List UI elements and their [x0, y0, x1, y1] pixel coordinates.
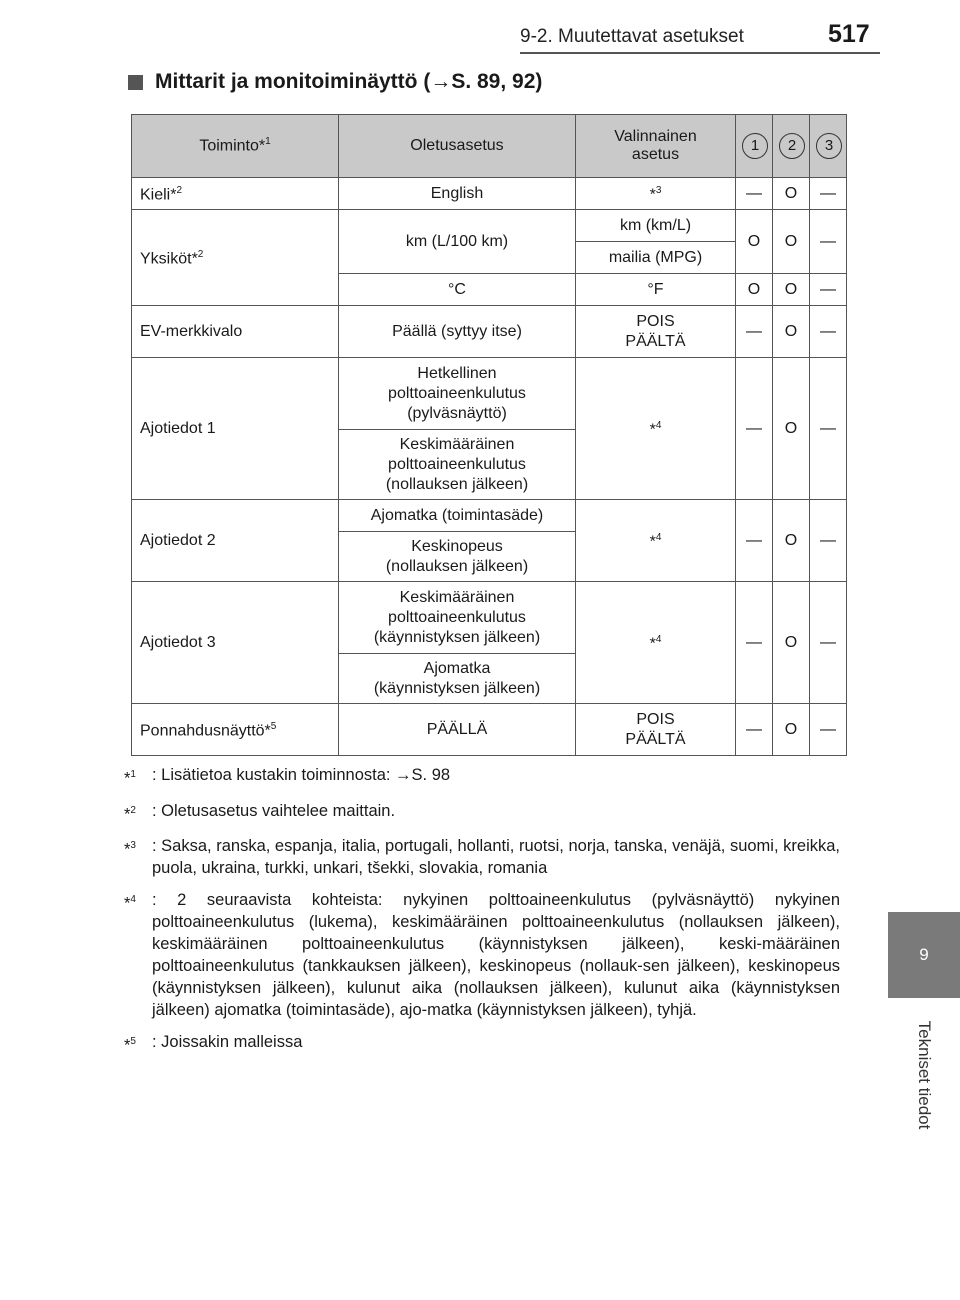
- footnote: *$^1$ : Lisätietoa kustakin toiminnosta: →S. 98: [124, 766, 451, 788]
- footnote: *$^3$ : Saksa, ranska, espanja, italia, portugali, hollanti, ruotsi, norja, tanska, venäjä, suomi, kreikka, puola, ukraina, turkki, unkari, tšekki, slovakia, romania: [124, 837, 840, 877]
- cell-optional: *$^3$: [576, 178, 736, 210]
- cell-default: Keskimääräinen polttoaineenkulutus (nollauksen jälkeen): [339, 430, 576, 500]
- cell-default: km (L/100 km): [339, 210, 576, 274]
- cell-mark-2: O: [773, 178, 810, 210]
- cell-mark-1: —: [736, 500, 773, 582]
- cell-optional: *$^4$: [576, 500, 736, 582]
- cell-mark-1: —: [736, 582, 773, 704]
- page-number: 517: [828, 20, 870, 48]
- cell-mark-3: —: [810, 704, 847, 756]
- header-col-1: [736, 115, 773, 178]
- cell-default: English: [339, 178, 576, 210]
- cell-default: Keskinopeus (nollauksen jälkeen): [339, 532, 576, 582]
- header-section-title: 9-2. Muutettavat asetukset: [520, 26, 744, 47]
- cell-mark-3: —: [810, 274, 847, 306]
- cell-function: Kieli*$^2$: [132, 178, 339, 210]
- cell-mark-3: —: [810, 582, 847, 704]
- table-row: [132, 210, 847, 242]
- cell-mark-2: O: [773, 704, 810, 756]
- cell-mark-1: —: [736, 704, 773, 756]
- header-function: Toiminto*$^1$: [132, 115, 339, 178]
- cell-optional: mailia (MPG): [576, 242, 736, 274]
- table-row: [132, 582, 847, 654]
- cell-mark-1: —: [736, 178, 773, 210]
- cell-optional: POIS PÄÄLTÄ: [576, 704, 736, 756]
- cell-function: Ajotiedot 2: [132, 500, 339, 582]
- table-row: [132, 358, 847, 430]
- cell-optional: km (km/L): [576, 210, 736, 242]
- header-default: Oletusasetus: [339, 115, 576, 178]
- table-header-row: [132, 115, 847, 178]
- cell-function: Ajotiedot 1: [132, 358, 339, 500]
- circled-2-icon: 2: [779, 133, 805, 159]
- cell-mark-3: —: [810, 306, 847, 358]
- reference-arrow-icon: →: [430, 70, 452, 93]
- footnote: *$^4$ : 2 seuraavista kohteista: nykyinen polttoaineenkulutus (pylväsnäyttö) nykyinen polttoaineenkulutus (lukema), keskimääräinen polttoaineenkulutus (nollauksen jälkeen), keskimääräinen polttoaineenkulutus (käynnistyksen jälkeen), keski-määräinen polttoaineenkulutus (tankkauksen jälkeen), keskinopeus (nollauk-sen jälkeen), keskinopeus (käynnistyksen jälkeen), kulunut aika (nollauksen jälkeen), kulunut aika (käynnistyksen jälkeen) ajomatka (toimintasäde), ajo-matka (käynnistyksen jälkeen), tyhjä.: [124, 891, 840, 1019]
- reference-arrow-icon: →: [395, 766, 412, 784]
- cell-function: Ponnahdusnäyttö*$^5$: [132, 704, 339, 756]
- cell-default: Päällä (syttyy itse): [339, 306, 576, 358]
- chapter-tab-label: Tekniset tiedot: [915, 1020, 934, 1130]
- cell-mark-3: —: [810, 178, 847, 210]
- header-optional: Valinnainen asetus: [576, 115, 736, 178]
- section-heading: [128, 70, 542, 94]
- cell-mark-3: —: [810, 210, 847, 274]
- cell-mark-2: O: [773, 500, 810, 582]
- cell-mark-1: O: [736, 274, 773, 306]
- square-bullet-icon: [128, 75, 143, 90]
- cell-optional: *$^4$: [576, 582, 736, 704]
- cell-mark-2: O: [773, 358, 810, 500]
- chapter-tab[interactable]: 9: [888, 912, 960, 998]
- footnotes: [124, 764, 840, 1067]
- cell-default: °C: [339, 274, 576, 306]
- footnote: *$^2$ : Oletusasetus vaihtelee maittain.: [124, 801, 396, 823]
- header-divider: [520, 52, 880, 54]
- heading-page-reference[interactable]: S. 89, 92): [451, 70, 543, 93]
- cell-mark-1: —: [736, 358, 773, 500]
- cell-optional: POIS PÄÄLTÄ: [576, 306, 736, 358]
- cell-optional: *$^4$: [576, 358, 736, 500]
- cell-default: PÄÄLLÄ: [339, 704, 576, 756]
- cell-mark-2: O: [773, 306, 810, 358]
- heading-text: Mittarit ja monitoiminäyttö (: [155, 70, 431, 93]
- cell-function: Yksiköt*$^2$: [132, 210, 339, 306]
- circled-3-icon: 3: [816, 133, 842, 159]
- table-row: [132, 306, 847, 358]
- circled-1-icon: 1: [742, 133, 768, 159]
- cell-mark-1: —: [736, 306, 773, 358]
- table-row: [132, 704, 847, 756]
- table-row: [132, 178, 847, 210]
- cell-mark-3: —: [810, 358, 847, 500]
- cell-default: Hetkellinen polttoaineenkulutus (pylväsnäyttö): [339, 358, 576, 430]
- cell-mark-2: O: [773, 582, 810, 704]
- cell-mark-1: O: [736, 210, 773, 274]
- header-col-3: [810, 115, 847, 178]
- header-col-2: [773, 115, 810, 178]
- cell-default: Keskimääräinen polttoaineenkulutus (käynnistyksen jälkeen): [339, 582, 576, 654]
- cell-function: EV-merkkivalo: [132, 306, 339, 358]
- cell-default: Ajomatka (toimintasäde): [339, 500, 576, 532]
- footnote: *$^5$ : Joissakin malleissa: [124, 1033, 303, 1055]
- cell-default: Ajomatka (käynnistyksen jälkeen): [339, 654, 576, 704]
- footnote-page-reference[interactable]: S. 98: [411, 766, 451, 784]
- cell-mark-3: —: [810, 500, 847, 582]
- cell-optional: °F: [576, 274, 736, 306]
- settings-table: [131, 114, 847, 756]
- cell-mark-2: O: [773, 210, 810, 274]
- table-row: [132, 500, 847, 532]
- cell-function: Ajotiedot 3: [132, 582, 339, 704]
- cell-mark-2: O: [773, 274, 810, 306]
